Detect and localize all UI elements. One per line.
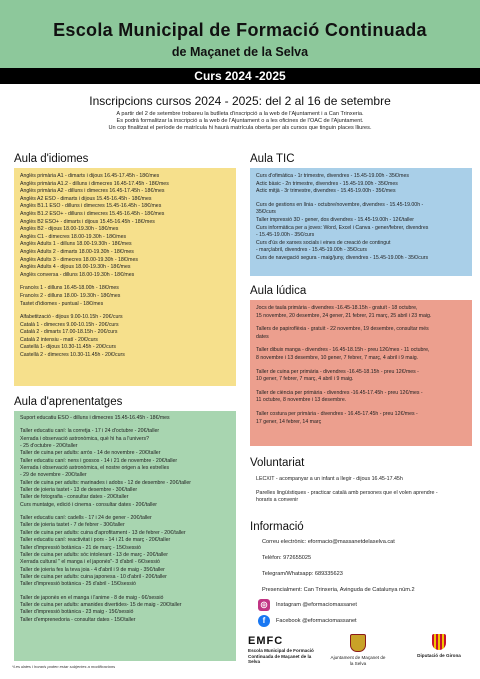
tic-item: Actic mitjà - 3r trimestre, divendres - 15.45-19.00h - 35€/mes — [256, 188, 396, 195]
aprenentatges-item: Taller de cuina per adults: sóc intolerant - 13 de març - 20€/taller — [20, 551, 168, 558]
info-facebook[interactable]: Facebook @eformaciomassanet — [276, 618, 357, 624]
page-title: Escola Municipal de Formació Continuada — [53, 20, 427, 40]
tic-item: - 15.45-19.00h - 35€/curs — [256, 232, 315, 239]
instagram-icon: ◎ — [258, 599, 270, 611]
diputacio-logo-text: Diputació de Girona — [417, 653, 461, 658]
idiomes-item: Castellà 1- dijous 10.30-11.45h - 20€/curs — [20, 344, 116, 351]
tic-box — [250, 168, 472, 276]
idiomes-item: Anglès Adults 3 - dimecres 18.00-19.30h - 18€/mes — [20, 256, 138, 263]
ludica-item: Taller costura per primària - divendres - 16.45-17.45h - preu 12€/mes - — [256, 410, 418, 417]
tic-item: Actic bàsic - 2n trimestre, divendres - 15.45-19.00h - 35€/mes — [256, 180, 398, 187]
idiomes-item: Anglès Adults 1 - dilluns 18.00-19.30h - 18€/mes — [20, 241, 132, 248]
idiomes-item: Català 2 intensiu - matí - 20€/curs — [20, 336, 98, 343]
ludica-item: 8 novembre i 13 desembre, 10 gener, 7 febrer, 7 març, 4 abril i 9 maig. — [256, 354, 419, 361]
aprenentatges-item: Curs muntatge, edició i cinema - consultar dates - 20€/taller — [20, 501, 157, 508]
idiomes-item: Anglès B2 ESO+ - dimarts i dijous 15.45-16.45h - 18€/mes — [20, 218, 155, 225]
idiomes-item: Anglès conversa - dilluns 18.00-19.30h - 18€/mes — [20, 271, 135, 278]
idiomes-item: Anglès B1.1 ESO - dilluns i dimecres 15.45-16.45h - 18€/mes — [20, 203, 162, 210]
info-presencial: Presencialment: Can Trinxeria, Avinguda de Catalunya núm.2 — [262, 587, 415, 593]
course-year-bar: Curs 2024 -2025 — [0, 68, 480, 84]
voluntariat-box — [250, 472, 472, 509]
idiomes-item: Anglès C1 - dimecres 18.00-19.30h - 18€/mes — [20, 233, 127, 240]
intro-text — [0, 111, 480, 133]
aprenentatges-item: Taller de cuina per adults: arròs - 14 de novembre - 20€/taller — [20, 450, 161, 457]
info-phone[interactable]: Telèfon: 972655025 — [262, 555, 312, 561]
aprenentatges-item: Taller de cuina per adults: cuina japonesa - 10 d'abril - 20€/taller — [20, 573, 167, 580]
tic-item: Taller impressió 3D - gener, dos divendres - 15.45-19.00h - 12€/taller — [256, 216, 415, 223]
section-title-idiomes: Aula d'idiomes — [14, 153, 89, 165]
idiomes-item: Anglès B1.2 ESO+ - dilluns i dimecres 15.45-16.45h - 18€/mes — [20, 210, 165, 217]
intro-block — [0, 94, 480, 133]
emfc-logo-mark: EMFC — [248, 635, 284, 647]
section-title-informacio: Informació — [250, 521, 304, 533]
aprenentatges-item: Taller d'impressió botànica - 23 maig - 15€/sessió — [20, 609, 134, 616]
diputacio-shield-icon — [432, 634, 446, 650]
section-title-aprenentatges: Aula d'aprenentatges — [14, 396, 123, 408]
footnote: *Les dates i horaris poden estar subjectes a modificacions — [12, 664, 116, 669]
intro-line: A partir del 2 de setembre trobareu la butlleta d'inscripció a la web de l'Ajuntament i a Can Trinxeria. — [116, 111, 364, 117]
aprenentatges-item: Taller d'impressió botànica - 21 de març - 15€/sessió — [20, 544, 141, 551]
idiomes-item: Alfabetització - dijous 9.00-10.15h - 20€/curs — [20, 314, 123, 321]
aprenentatges-item: Taller educatiu caní: reactivitat i pors - 14 i 21 de març - 20€/taller — [20, 537, 171, 544]
info-instagram[interactable]: Instagram @eformaciomassanet — [276, 602, 357, 608]
ludica-item: Taller de ciència per primària - divendres -16.45-17.45h - preu 12€/mes - — [256, 389, 423, 396]
emfc-logo-text: Escola Municipal de Formació Continuada de Maçanet de la Selva — [248, 648, 314, 664]
aprenentatges-item: Taller de cuina per adults: cuina d'aprofitament - 13 de febrer - 20€/taller — [20, 529, 186, 536]
aprenentatges-item: Taller de joieria tastet - 13 de desembre - 30€/taller — [20, 487, 138, 494]
idiomes-item: Francès 2 - dilluns 18.00- 19.30h - 18€/mes — [20, 292, 121, 299]
idiomes-item: Anglès primària A1 - dimarts i dijous 16.45-17.45h - 18€/mes — [20, 173, 160, 179]
ludica-item: 17 gener, 14 febrer, 14 març — [256, 418, 322, 425]
tic-item: Curs informàtica per a joves: Word, Excel i Canva - gener/febrer, divendres — [256, 224, 429, 231]
aprenentatges-item: Taller de japonès en el manga i l'anime - 8 de maig - 6€/sessió — [20, 594, 164, 601]
aprenentatges-item: Xerrada cultural " el manga i el japonès"- 3 d'abril - 6€/sessió — [20, 559, 160, 566]
aprenentatges-item: - 29 de novembre - 20€/taller — [20, 472, 87, 479]
tic-item: Curs d'ofimàtica - 1r trimestre, divendres - 15.45-19.00h - 35€/mes — [256, 173, 409, 179]
idiomes-item: Anglès B2 - dijous 18.00-19.30h - 18€/mes — [20, 226, 119, 233]
section-title-voluntariat: Voluntariat — [250, 457, 305, 469]
aprenentatges-item: - 25 d'octubre - 20€/taller — [20, 443, 78, 450]
ludica-box — [250, 300, 472, 446]
aprenentatges-item: Taller de fotografia - consultar dates - 20€/taller — [20, 494, 129, 501]
aprenentatges-item: Taller de joieria fes la teva joia - 4 d'abril i 9 de maig - 35€/taller — [20, 566, 165, 573]
ludica-item: Tallers de papiroflèxia - gratuït - 22 novembre, 19 desembre, consultar més — [256, 326, 429, 333]
ajuntament-logo — [330, 634, 386, 666]
idiomes-box — [14, 168, 236, 386]
ludica-item: 15 novembre, 20 desembre, 24 gener, 21 febrer, 21 març, 25 abril i 23 maig. — [256, 312, 432, 319]
tic-item: Curs d'ús de xarxes socials i eines de creació de contingut — [256, 239, 391, 246]
emfc-logo — [248, 634, 320, 665]
idiomes-item: Anglès A2 ESO - dimarts i dijous 15.45-16.45h - 18€/mes — [20, 195, 152, 202]
header-banner — [0, 0, 480, 68]
voluntariat-item: Parelles lingüístiques - practicar català amb persones que el volen aprendre - — [256, 489, 438, 496]
page-subtitle: de Maçanet de la Selva — [171, 45, 309, 59]
section-title-ludica: Aula lúdica — [250, 285, 307, 297]
info-telegram[interactable]: Telegram/Whatsapp: 689335623 — [262, 571, 343, 577]
tic-item: Curs de gestions en línia - octubre/novembre, divendres - 15.45-19.00h - — [256, 201, 424, 208]
ludica-item: Jocs de taula primària - divendres -16.45-18.15h - gratuït - 18 octubre, — [256, 305, 418, 311]
idiomes-item: Francès 1 - dilluns 16.45-18.00h - 18€/mes — [20, 285, 119, 292]
aprenentatges-item: Taller d'emprenedoria - consultar dates - 15€/taller — [20, 616, 136, 623]
ajuntament-shield-icon — [350, 634, 366, 652]
idiomes-item: Anglès Adults 2 - dimarts 18.00-19.30h - 18€/mes — [20, 248, 134, 255]
aprenentatges-item: Taller de cuina per adults: amanides divertides- 15 de maig - 20€/taller — [20, 601, 182, 608]
tic-item: 35€/curs — [256, 209, 276, 216]
ludica-item: 11 octubre, 8 novembre i 13 desembre. — [256, 397, 347, 404]
aprenentatges-item: Taller de cuina per adults: marinades i adobs - 12 de desembre - 20€/taller — [20, 479, 191, 486]
diputacio-logo — [405, 634, 473, 659]
tic-item: Curs de navegació segura - maig/juny, divendres - 15.45-19.00h - 35€/curs — [256, 254, 429, 261]
ludica-item: 10 gener, 7 febrer, 7 març, 4 abril i 9 maig. — [256, 376, 354, 383]
aprenentatges-item: Taller educatiu caní: nens i gossos - 14 i 21 de novembre - 20€/taller — [20, 457, 178, 464]
aprenentatges-item: Taller educatiu caní: cadells - 17 i 24 de gener - 20€/taller — [20, 515, 152, 522]
idiomes-item: Català 1 - dimecres 9.00-10.15h - 20€/curs — [20, 321, 119, 328]
section-title-tic: Aula TIC — [250, 153, 295, 165]
aprenentatges-item: Xerrada i observació astronòmica, què hi ha a l'univers? — [20, 435, 150, 442]
idiomes-item: Castellà 2 - dimecres 10.30-11.45h - 20€/curs — [20, 352, 125, 359]
idiomes-item: Català 2 - dimarts 17.00-18.15h - 20€/curs — [20, 329, 118, 336]
facebook-icon: f — [258, 615, 270, 627]
aprenentatges-item: Xerrada i observació astronòmica, el nostre origen a les estrelles — [20, 465, 170, 472]
ludica-item: Taller dibuix manga - divendres - 16.45-18.15h - preu 12€/mes - 11 octubre, — [256, 347, 430, 354]
aprenentatges-box — [14, 411, 236, 661]
tic-item: - març/abril, divendres - 15.45-19.00h - 35€/curs — [256, 247, 368, 254]
aprenentatges-item: Taller de joieria tastet - 7 de febrer - 30€/taller — [20, 522, 125, 529]
voluntariat-item: LECXIT - acompanyar a un infant a llegir - dijous 16.45-17.45h — [256, 476, 403, 482]
voluntariat-item: horaris a convenir — [256, 497, 299, 503]
intro-line: Un cop finalitzat el període de matrícula hi haurà matrícula oberta per als cursos que tinguin places lliures. — [108, 125, 372, 132]
aprenentatges-item: Taller educatiu caní: la corretja - 17 i 24 d'octubre - 20€/taller — [20, 428, 160, 435]
idiomes-item: Tastet d'idiomes - puntual - 18€/mes — [20, 300, 104, 307]
idiomes-item: Anglès primària A2 - dilluns i dimecres 16.45-17.45h - 18€/mes — [20, 188, 165, 195]
idiomes-item: Anglès primària A1.2 - dilluns i dimecres 16.45-17.45h - 18€/mes — [20, 180, 169, 187]
aprenentatges-item: Taller d'impressió botànica - 25 d'abril - 15€/sessió — [20, 581, 136, 588]
ajuntament-logo-text: Ajuntament de Maçanet de la Selva — [330, 655, 386, 666]
intro-line: Es podrà formalitzar la inscripció a la web de l'Ajuntament o a les oficines de l'OAC de l'Ajuntament. — [116, 118, 364, 125]
info-email[interactable]: Correu electrònic: eformacio@massanetdelaselva.cat — [262, 539, 395, 545]
intro-heading: Inscripcions cursos 2024 - 2025: del 2 al 16 de setembre — [89, 94, 391, 108]
ludica-item: dates — [256, 333, 269, 340]
aprenentatges-item: Suport educatiu ESO - dilluns i dimecres 15.45-16.45h - 18€/mes — [20, 415, 170, 421]
ludica-item: Taller de cuina per primària - divendres -16.45-18.15h - preu 12€/mes - — [256, 368, 419, 375]
idiomes-item: Anglès Adults 4 - dijous 18.00-19.30h - 18€/mes — [20, 264, 131, 271]
